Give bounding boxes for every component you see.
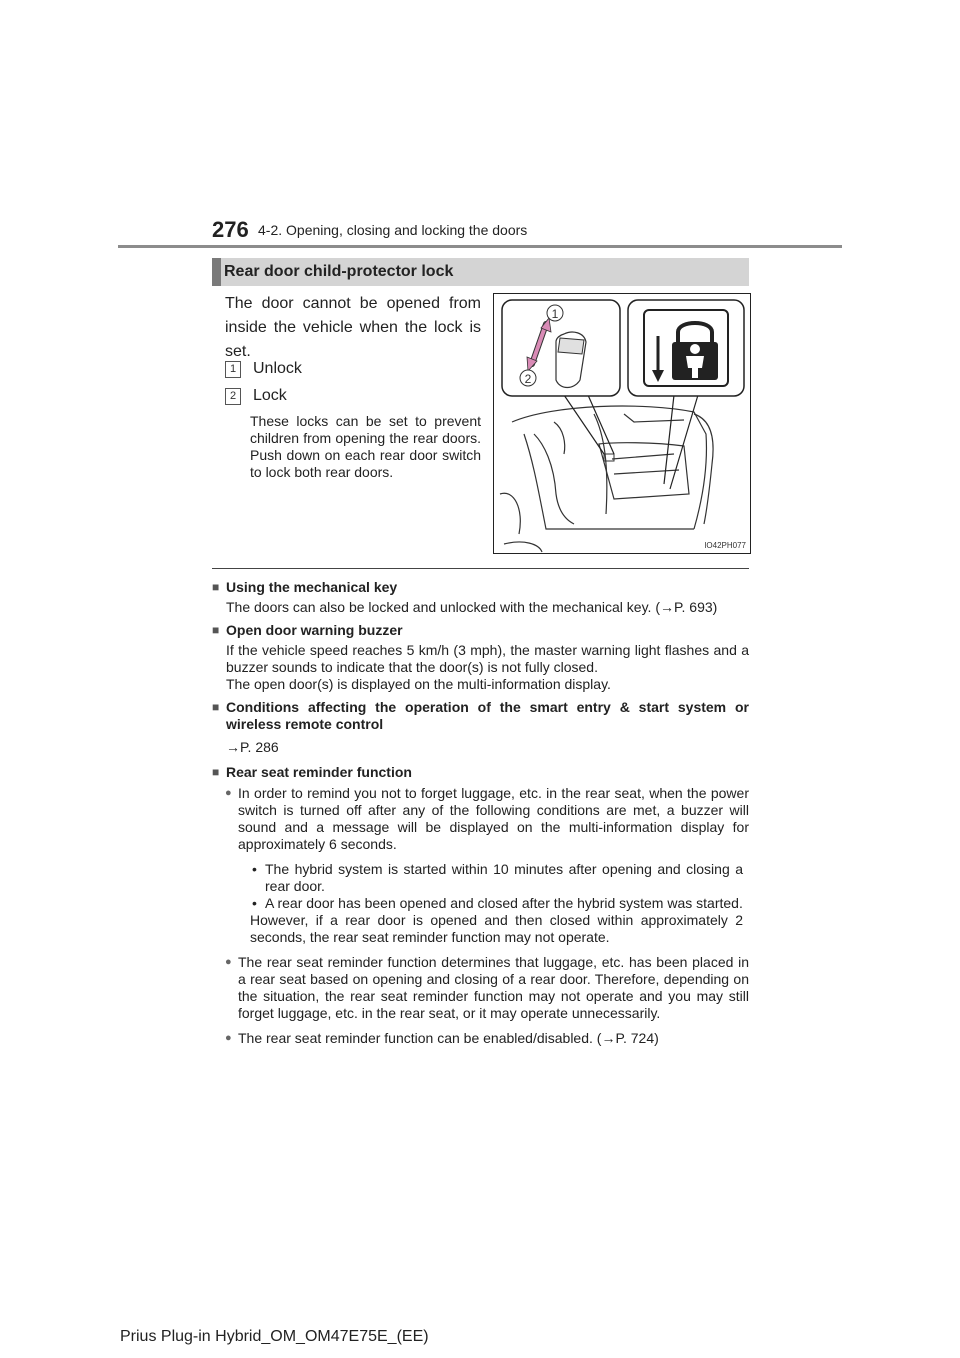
chapter-title: 4-2. Opening, closing and locking the doors bbox=[258, 222, 528, 238]
reminder-conditions bbox=[212, 861, 749, 946]
svg-text:1: 1 bbox=[551, 307, 559, 321]
step-number: 1 bbox=[225, 361, 241, 378]
header-rule bbox=[118, 245, 842, 248]
topic-text-conditions: →P. 286 bbox=[226, 739, 279, 755]
topic-text-buzzer: If the vehicle speed reaches 5 km/h (3 mph), the master warning light flashes and a buzzer sounds to indicate that the door(s) is not fully closed. bbox=[226, 642, 749, 675]
step-label: Unlock bbox=[253, 360, 302, 377]
note-text: These locks can be set to prevent children from opening the rear doors. Push down on each rear door switch to lock both rear doors. bbox=[250, 413, 481, 480]
step-number: 2 bbox=[225, 388, 241, 405]
page-number: 276 bbox=[212, 217, 249, 242]
section-heading: Rear door child-protector lock bbox=[224, 263, 454, 280]
reminder-bullet-1: ● In order to remind you not to forget luggage, etc. in the rear seat, when the power switch is turned off after any of the following conditions are met, a buzzer will sound and a message will be displayed on the multi-information display for approximately 6 seconds. bbox=[212, 785, 749, 853]
reminder-condition-1: • The hybrid system is started within 10 minutes after opening and closing a rear door. bbox=[250, 861, 749, 895]
intro-text: The door cannot be opened from inside the vehicle when the lock is set. bbox=[225, 295, 481, 360]
reminder-bullet-3: ● The rear seat reminder function can be enabled/disabled. (→P. 724) bbox=[212, 1030, 749, 1047]
reminder-bullet-2: ● The rear seat reminder function determines that luggage, etc. has been placed in a rear seat based on opening and closing of a rear door. Therefore, depending on the situation, the rear seat reminder function may not operate and you may still forget luggage, etc. in the rear seat, or it may operate unnecessarily. bbox=[212, 954, 749, 1022]
svg-text:2: 2 bbox=[524, 372, 532, 386]
topic-heading-mechanical-key: ■ Using the mechanical key bbox=[212, 579, 749, 596]
topic-text-mechanical-key: The doors can also be locked and unlocked with the mechanical key. (→P. 693) bbox=[226, 599, 718, 615]
topic-text-buzzer-display: The open door(s) is displayed on the multi-information display. bbox=[226, 676, 611, 692]
section-divider bbox=[212, 568, 749, 569]
step-unlock bbox=[225, 360, 302, 378]
topics bbox=[212, 575, 749, 1055]
reminder-condition-2: • A rear door has been opened and closed after the hybrid system was started. bbox=[250, 895, 749, 912]
section-heading-bar bbox=[212, 258, 749, 286]
step-label: Lock bbox=[253, 387, 287, 404]
step-lock bbox=[225, 387, 287, 405]
section-heading-accent bbox=[212, 258, 221, 286]
footer-manual-id: Prius Plug-in Hybrid_OM_OM47E75E_(EE) bbox=[120, 1328, 429, 1345]
car-door-drawing bbox=[500, 406, 713, 552]
reminder-condition-note: However, if a rear door is opened and then closed within approximately 2 seconds, the rear seat reminder function may not operate. bbox=[250, 912, 743, 945]
figure-code: IO42PH077 bbox=[704, 541, 746, 550]
topic-heading-reminder: ■ Rear seat reminder function bbox=[212, 764, 749, 781]
topic-heading-buzzer: ■ Open door warning buzzer bbox=[212, 622, 749, 639]
topic-heading-conditions: ■ Conditions affecting the operation of the smart entry & start system or wireless remote control bbox=[212, 699, 749, 733]
child-lock-symbol-icon bbox=[644, 310, 728, 386]
child-lock-illustration bbox=[493, 293, 751, 554]
